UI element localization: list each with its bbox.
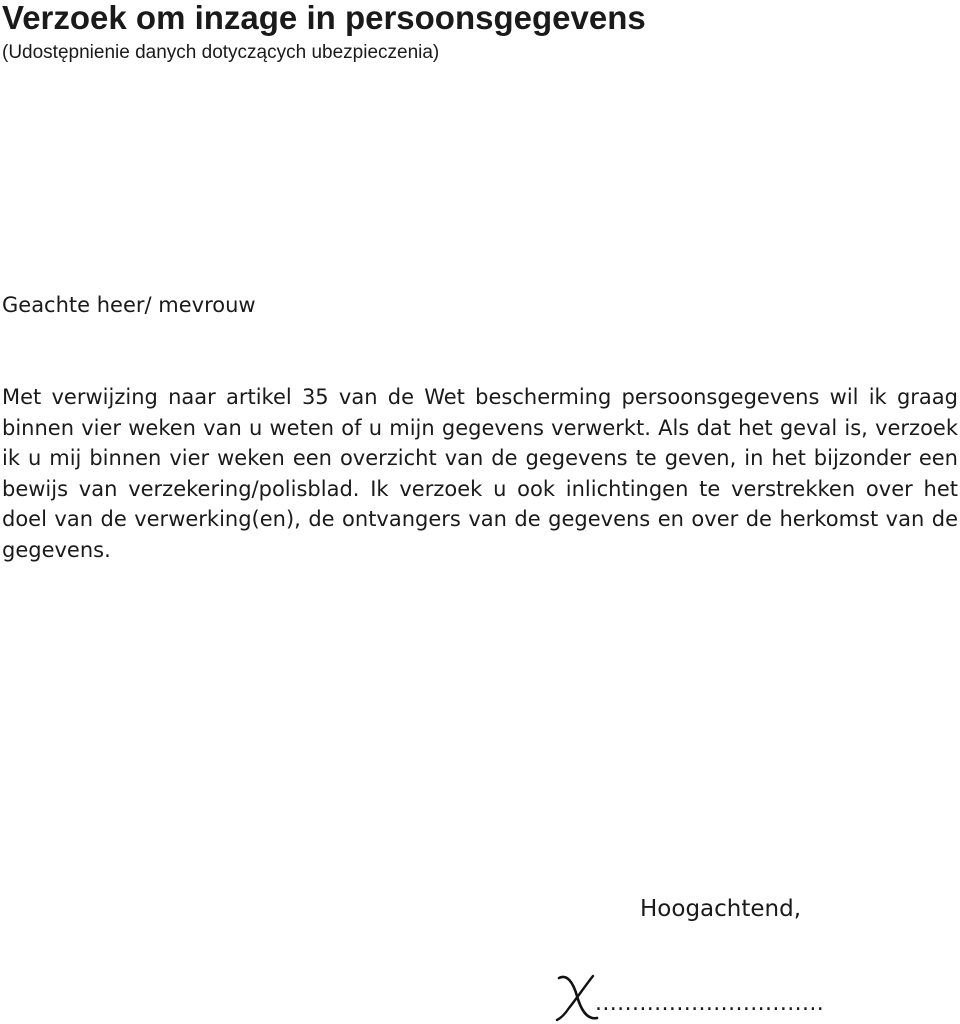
closing-text: Hoogachtend, (640, 896, 802, 922)
signature-dotted-line: ............................... (595, 991, 825, 1016)
document-subtitle: (Udostępnienie danych dotyczących ubezpieczenia) (2, 42, 440, 63)
salutation: Geachte heer/ mevrouw (2, 293, 256, 317)
document-title: Verzoek om inzage in persoonsgegevens (2, 0, 646, 36)
signature-line (553, 958, 953, 1022)
body-paragraph: Met verwijzing naar artikel 35 van de Wet bescherming persoonsgegevens wil ik graag binnen vier weken van u weten of u mijn gegevens verwerkt. Als dat het geval is, verzoek ik u mij binnen vier weken een overzicht van de gegevens te geven, in het bijzonder een bewijs van verzekering/polisblad. Ik verzoek u ook inlichtingen te verstrekken over het doel van de verwerking(en), de ontvangers van de gegevens en over de herkomst van de gegevens. (2, 385, 958, 562)
